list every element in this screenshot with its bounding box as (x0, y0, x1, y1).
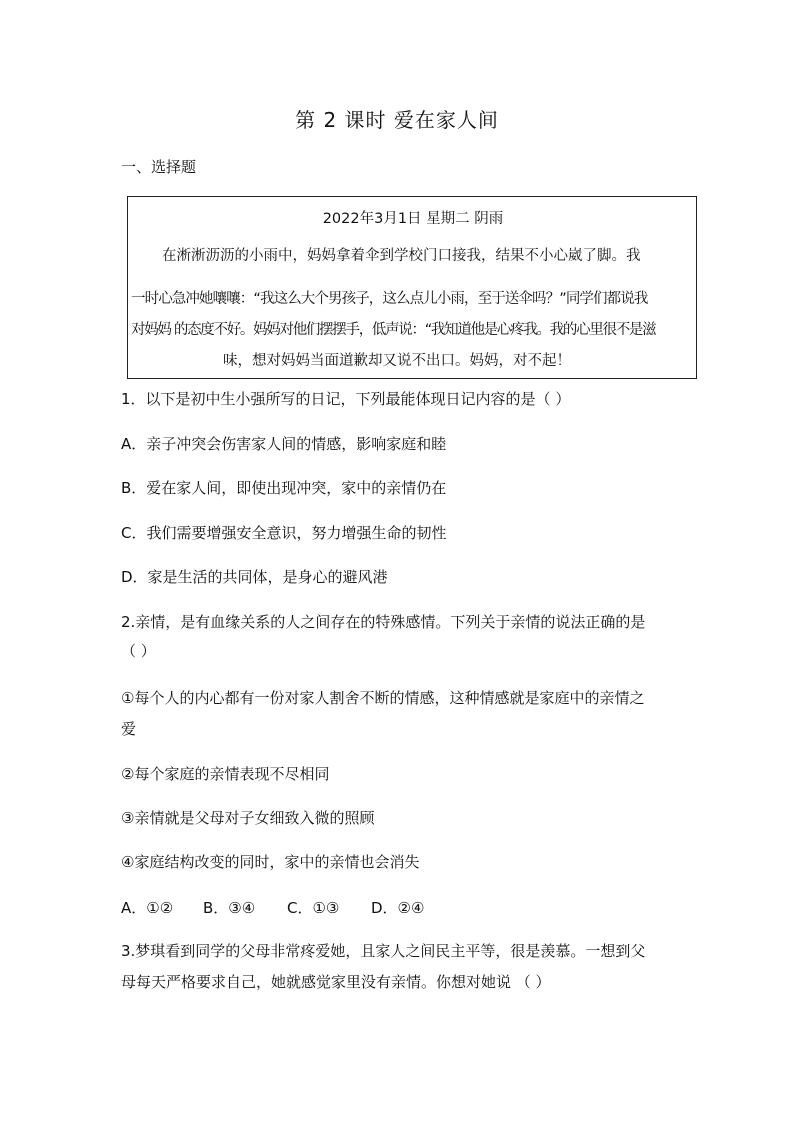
question-1-option-a: A．亲子冲突会伤害家人间的情感，影响家庭和睦 (121, 435, 447, 453)
question-2-statement-3: ③亲情就是父母对子女细致入微的照顾 (121, 809, 375, 827)
question-2-statement-4: ④家庭结构改变的同时，家中的亲情也会消失 (121, 853, 420, 871)
diary-line-2: 一时心急冲她嚷嚷：“我这么大个男孩子，这么点儿小雨，至于送伞吗？”同学们都说我 (131, 291, 648, 307)
question-2-choice-d: D．②④ (371, 899, 425, 917)
question-2-choice-a: A．①② (121, 899, 174, 917)
question-2-statement-1-cont: 爱 (121, 720, 137, 738)
question-1-option-d: D．家是生活的共同体，是身心的避风港 (121, 568, 388, 586)
diary-header: 2022年3月1日 星期二 阴雨 (322, 211, 504, 227)
page-title: 第 2 课时 爱在家人间 (295, 108, 499, 132)
question-2-statement-1: ①每个人的内心都有一份对家人割舍不断的情感，这种情感就是家庭中的亲情之 (121, 689, 645, 707)
diary-line-3: 对妈妈 的态度不好。妈妈对他们摆摆手，低声说：“我知道他是心疼我。我的心里很不是滋 (131, 322, 656, 338)
question-2-choices (121, 897, 424, 918)
section-heading: 一、选择题 (121, 158, 197, 176)
question-2-choice-b: B．③④ (203, 899, 256, 917)
question-2-statement-2: ②每个家庭的亲情表现不尽相同 (121, 765, 330, 783)
question-3-stem-cont: 母每天严格要求自己，她就感觉家里没有亲情。你想对她说 （ ） (121, 973, 551, 991)
question-1-option-c: C．我们需要增强安全意识，努力增强生命的韧性 (121, 524, 447, 542)
question-2-stem: 2.亲情，是有血缘关系的人之间存在的特殊感情。下列关于亲情的说法正确的是 (121, 613, 646, 631)
question-1-stem: 1．以下是初中生小强所写的日记，下列最能体现日记内容的是（ ） (121, 390, 571, 408)
diary-box (127, 196, 697, 379)
diary-line-4: 味，想对妈妈当面道歉却又说不出口。妈妈，对不起！ (223, 353, 571, 369)
question-1-option-b: B．爱在家人间，即使出现冲突，家中的亲情仍在 (121, 479, 447, 497)
question-2-choice-c: C．①③ (287, 899, 340, 917)
diary-line-1: 在淅淅沥沥的小雨中，妈妈拿着伞到学校门口接我，结果不小心崴了脚。我 (162, 248, 641, 264)
question-2-stem-bracket: （ ） (121, 642, 156, 660)
question-3-stem: 3.梦琪看到同学的父母非常疼爱她，且家人之间民主平等，很是羡慕。一想到父 (121, 942, 646, 960)
